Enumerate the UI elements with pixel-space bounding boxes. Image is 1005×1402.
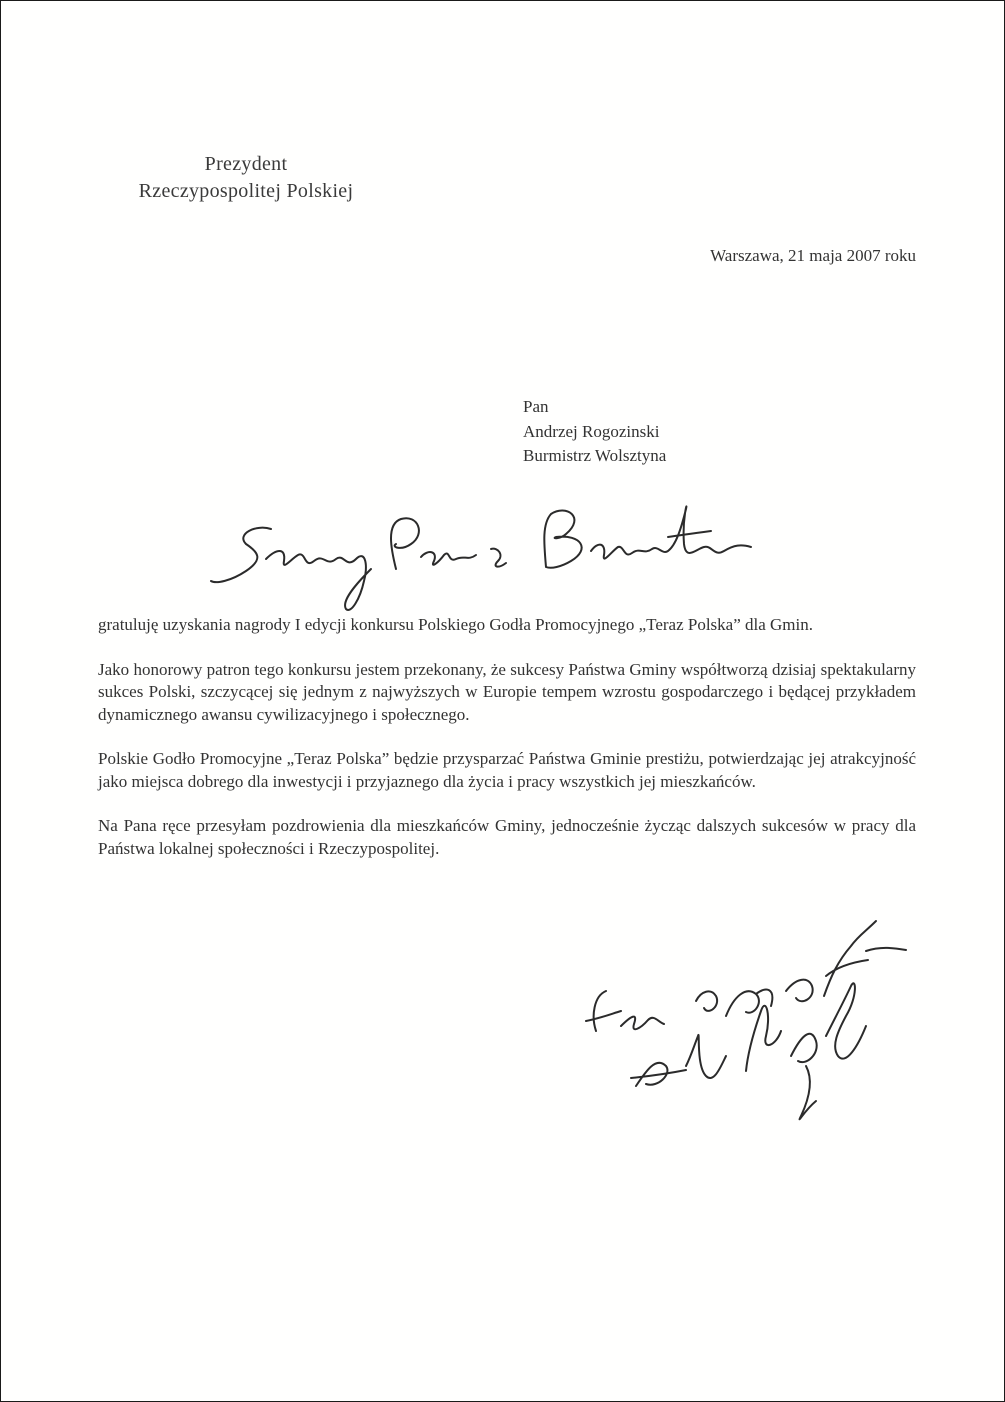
body-paragraph-4: Na Pana ręce przesyłam pozdrowienia dla mieszkańców Gminy, jednocześnie życząc dalszych sukcesów w pracy dla Państwa lokalnej społeczności i Rzeczypospolitej. xyxy=(98,816,916,858)
handwritten-signature xyxy=(576,916,916,1131)
letter-body xyxy=(98,614,916,882)
letterhead xyxy=(116,151,376,205)
addressee-block xyxy=(523,395,666,469)
handwritten-salutation xyxy=(206,489,766,619)
addressee-title: Pan xyxy=(523,397,549,416)
addressee-name: Andrzej Rogozinski xyxy=(523,421,660,441)
body-paragraph-3: Polskie Godło Promocyjne „Teraz Polska” będzie przysparzać Państwa Gminie prestiżu, potwierdzając jej atrakcyjność jako miejsca dobrego dla inwestycji i przyjaznego dla życia i pracy wszystkich jej mieszkańców. xyxy=(98,749,916,791)
body-paragraph-1: gratuluję uzyskania nagrody I edycji konkursu Polskiego Godła Promocyjnego „Teraz Polska” dla Gmin. xyxy=(98,615,814,634)
addressee-position: Burmistrz Wolsztyna xyxy=(523,446,667,465)
letterhead-line-2: Rzeczypospolitej Polskiej xyxy=(138,180,354,202)
body-paragraph-2: Jako honorowy patron tego konkursu jestem przekonany, że sukcesy Państwa Gminy współtworzą dzisiaj spektakularny sukces Polski, szczycącej się jednym z najwyższych w Europie tempem wzrostu gospodarczego i będącej przykładem dynamicznego awansu cywilizacyjnego i społecznego. xyxy=(98,659,916,724)
letterhead-line-1: Prezydent xyxy=(204,153,288,175)
letter-date: Warszawa, 21 maja 2007 roku xyxy=(710,246,916,265)
